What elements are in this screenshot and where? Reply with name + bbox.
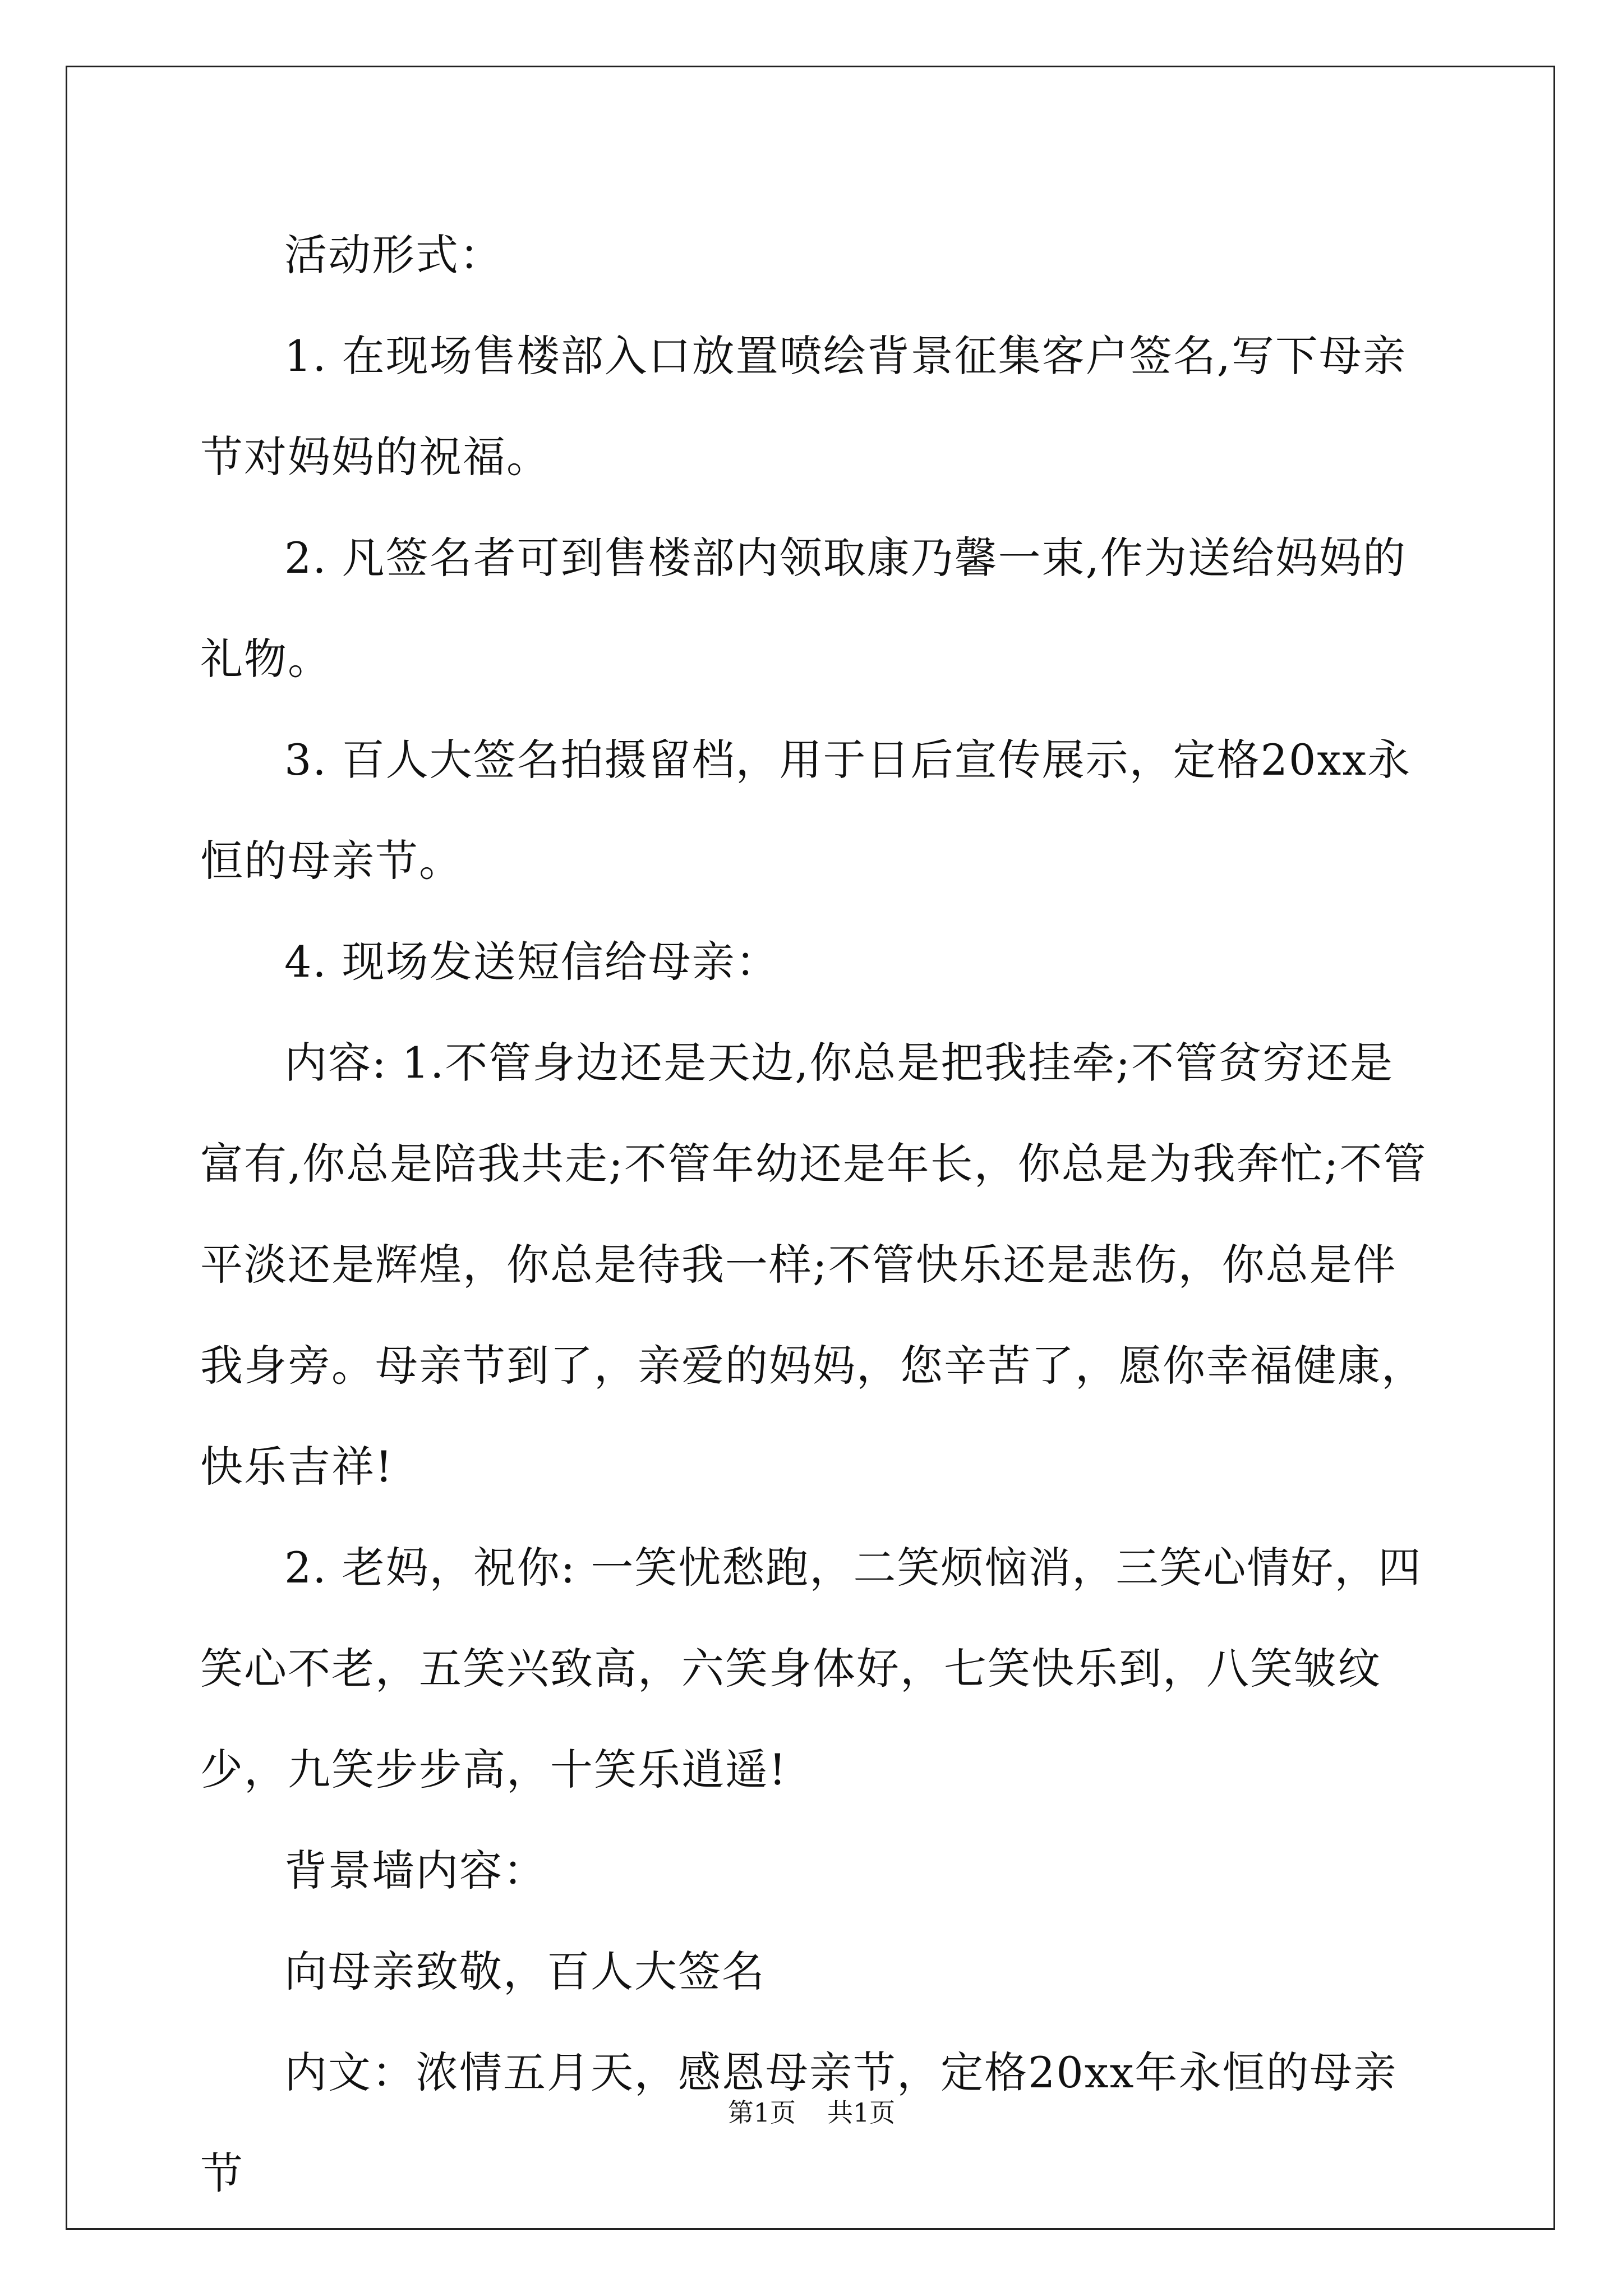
page-number-total: 共1页 — [827, 2097, 896, 2128]
paragraph-backdrop-heading: 背景墙内容： — [284, 1846, 547, 1895]
paragraph-backdrop-body: 内文：浓情五月天，感恩母亲节，定格20xx年永恒的母亲节 — [200, 2047, 1398, 2198]
paragraph-sms-content-2: 2. 老妈，祝你: 一笑忧愁跑，二笑烦恼消，三笑心情好，四笑心不老，五笑兴致高，六笑身体好，七笑快乐到，八笑皱纹少，九笑步步高，十笑乐逍遥! — [200, 1543, 1422, 1795]
page-number-current: 第1页 — [727, 2097, 796, 2128]
document-body — [200, 205, 1428, 2224]
paragraph-item-1: 1. 在现场售楼部入口放置喷绘背景征集客户签名,写下母亲节对妈妈的祝福。 — [200, 331, 1407, 482]
paragraph-sms-content-1: 内容: 1.不管身边还是天边,你总是把我挂牵;不管贫穷还是富有,你总是陪我共走;不管年幼还是年长，你总是为我奔忙;不管平淡还是辉煌，你总是待我一样;不管快乐还是悲伤，你总是伴我身旁。母亲节到了，亲爱的妈妈，您辛苦了，愿你幸福健康，快乐吉祥! — [200, 1038, 1427, 1492]
paragraph-item-4: 4. 现场发送短信给母亲： — [284, 937, 780, 987]
page-footer — [0, 2092, 1623, 2129]
paragraph-item-3: 3. 百人大签名拍摄留档，用于日后宣传展示，定格20xx永恒的母亲节。 — [200, 735, 1412, 886]
paragraph-item-2: 2. 凡签名者可到售楼部内领取康乃馨一束,作为送给妈妈的礼物。 — [200, 533, 1407, 684]
paragraph-backdrop-title: 向母亲致敬，百人大签名 — [284, 1947, 766, 1996]
paragraph-activity-form-heading: 活动形式： — [284, 230, 503, 280]
